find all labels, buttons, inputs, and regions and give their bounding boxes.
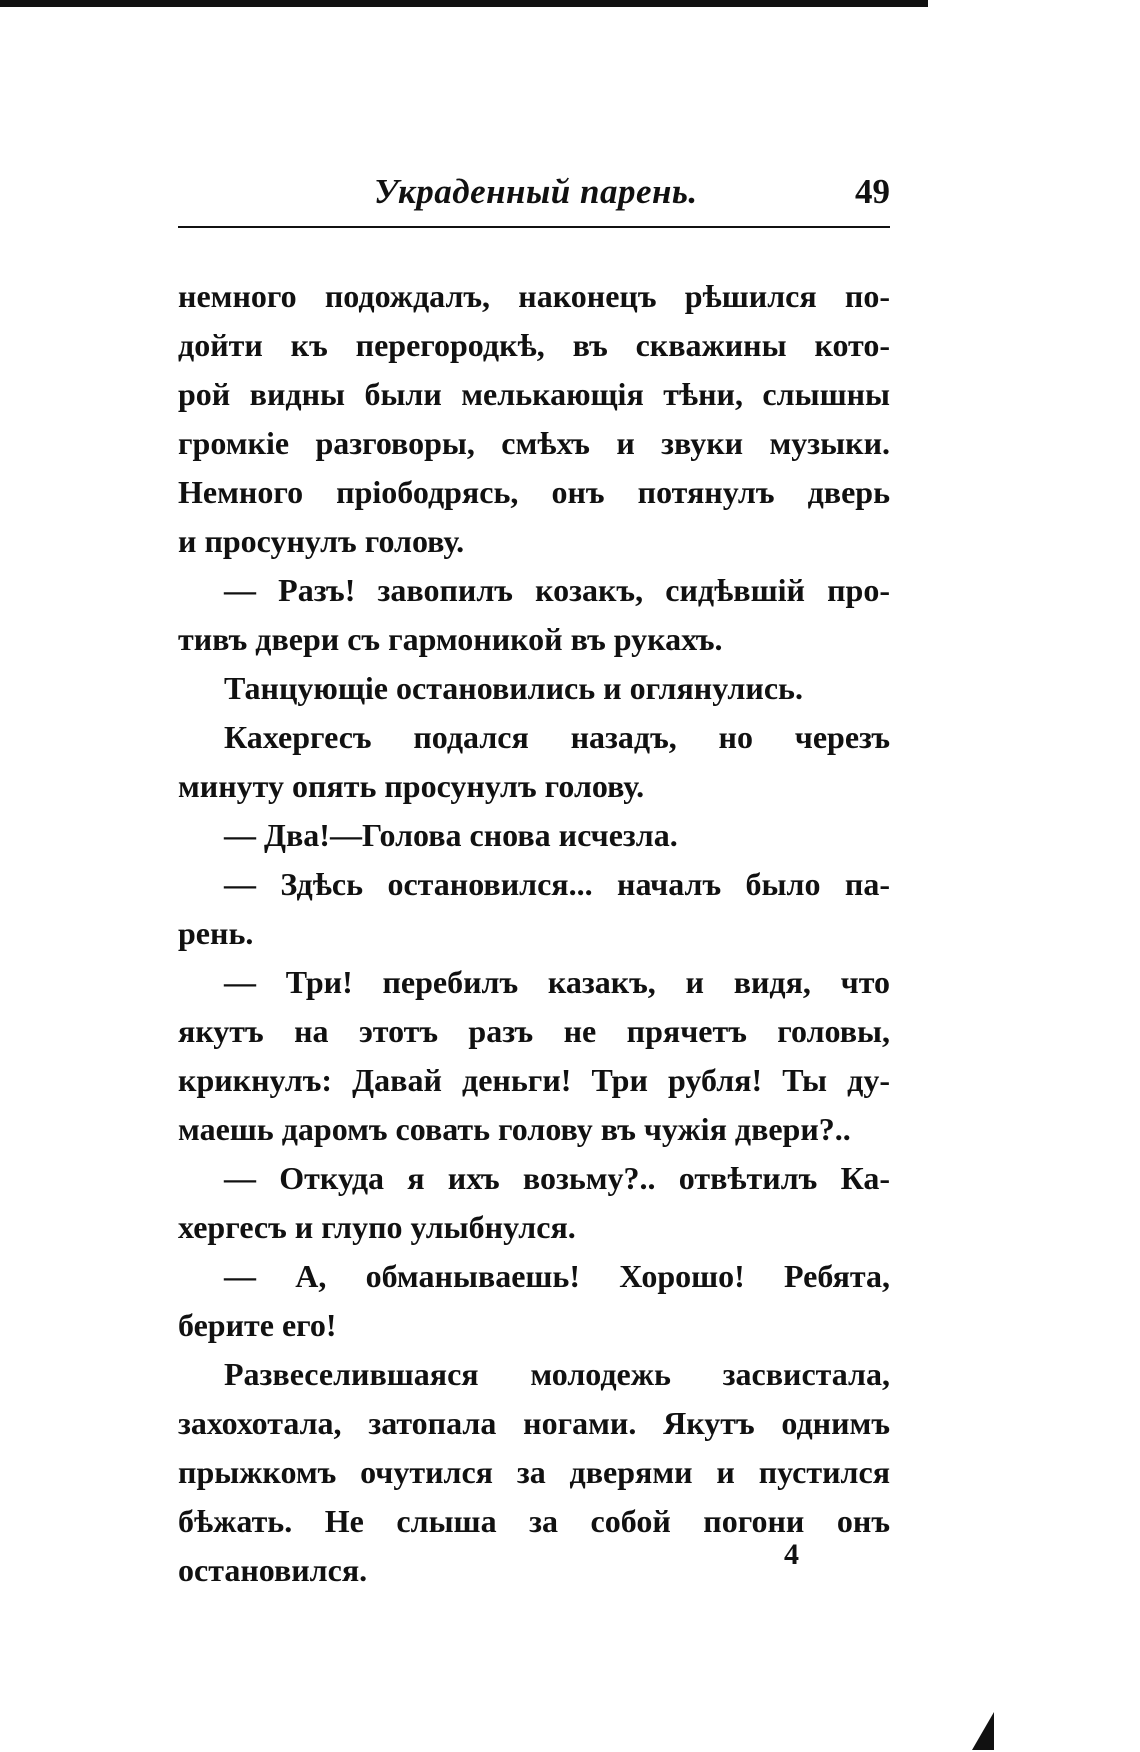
text-line: громкіе разговоры, смѣхъ и звуки музыки.	[178, 425, 890, 461]
text-line: хергесъ и глупо улыбнулся.	[178, 1209, 576, 1245]
text-line: — А, обманываешь! Хорошо! Ребята,	[224, 1258, 890, 1294]
text-line: захохотала, затопала ногами. Якутъ однимъ	[178, 1405, 890, 1441]
text-line: якутъ на этотъ разъ не прячетъ головы,	[178, 1013, 890, 1049]
text-line: — Откуда я ихъ возьму?.. отвѣтилъ Ка-	[224, 1160, 890, 1196]
page-number: 49	[855, 172, 890, 211]
text-line: тивъ двери съ гармоникой въ рукахъ.	[178, 621, 723, 657]
text-line: Кахергесъ подался назадъ, но черезъ	[224, 719, 890, 755]
text-line: рой видны были мелькающія тѣни, слышны	[178, 376, 890, 412]
text-line: и просунулъ голову.	[178, 523, 465, 559]
text-line: крикнулъ: Давай деньги! Три рубля! Ты ду-	[178, 1062, 890, 1098]
text-line: рень.	[178, 915, 254, 951]
text-line: немного подождалъ, наконецъ рѣшился по-	[178, 278, 890, 314]
text-line: маешь даромъ совать голову въ чужія двери?..	[178, 1111, 851, 1147]
running-title: Украденный парень.	[374, 172, 698, 211]
text-line: — Здѣсь остановился... началъ было па-	[224, 866, 890, 902]
page-header	[178, 168, 890, 228]
header-rule	[178, 226, 890, 228]
text-line: — Два!—Голова снова исчезла.	[224, 817, 678, 853]
body-text	[178, 272, 890, 1595]
text-line: Развеселившаяся молодежь засвистала,	[224, 1356, 890, 1392]
text-line: — Разъ! завопилъ козакъ, сидѣвшій про-	[224, 572, 890, 608]
text-line: Немного пріободрясь, онъ потянулъ дверь	[178, 474, 890, 510]
text-line: минуту опять просунулъ голову.	[178, 768, 645, 804]
scan-corner-mark	[972, 1712, 994, 1750]
page-top-edge	[0, 0, 928, 7]
text-line: берите его!	[178, 1307, 337, 1343]
text-line: остановился.	[178, 1552, 368, 1588]
text-line: прыжкомъ очутился за дверями и пустился	[178, 1454, 890, 1490]
text-line: дойти къ перегородкѣ, въ скважины кото-	[178, 327, 890, 363]
signature-mark: 4	[784, 1538, 799, 1571]
text-line: бѣжать. Не слыша за собой погони онъ	[178, 1503, 890, 1539]
text-line: — Три! перебилъ казакъ, и видя, что	[224, 964, 890, 1000]
text-line: Танцующіе остановились и оглянулись.	[224, 670, 803, 706]
